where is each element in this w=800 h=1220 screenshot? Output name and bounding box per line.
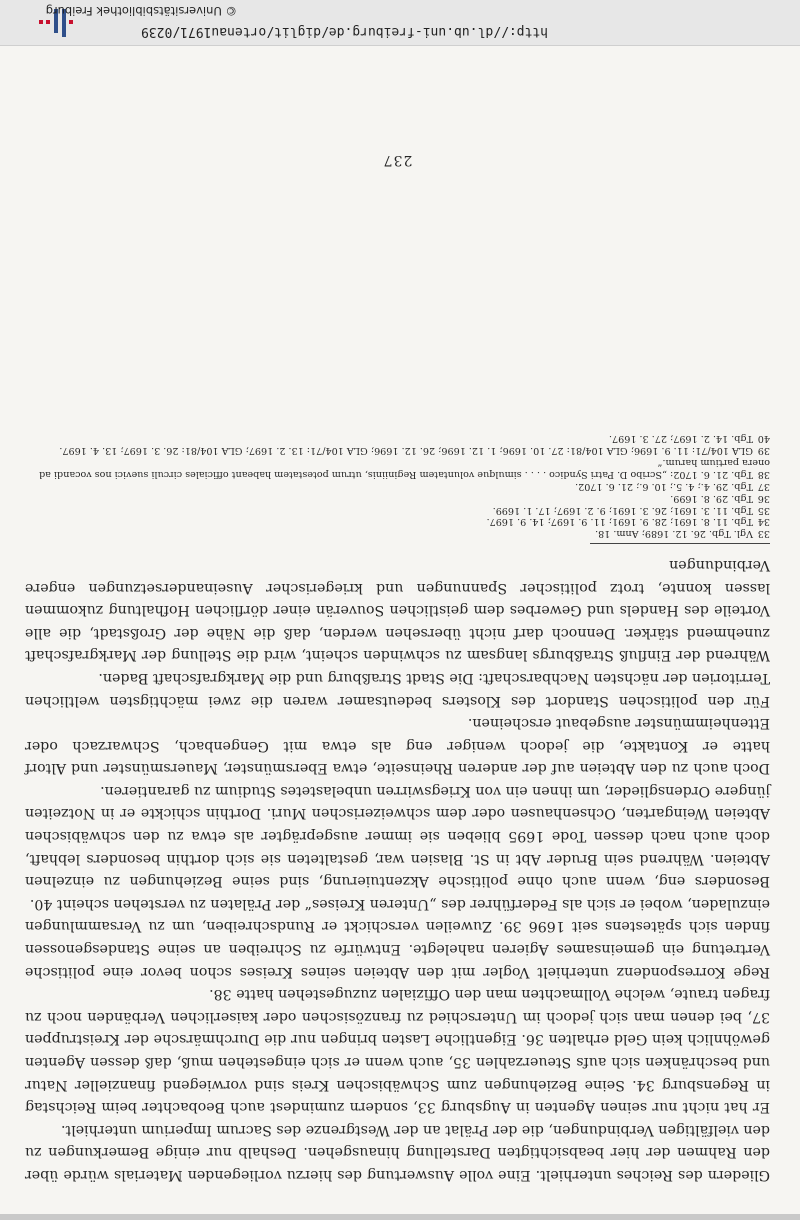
footnote-text: Tgb. 14. 2. 1697; 27. 3. 1697. [608,433,753,445]
paragraph: Besonders eng, wenn auch ohne politische Akzentuierung, sind seine Beziehungen zu einzelnen Abteien. Während sein Bruder Abt in St. Blasien war, gestalteten sie sich dorthin besonders lebhaft, doch auch nach dessen Tode 1695 blieben sie immer ausgeprägter als etwa zu den schwäbischen Abteien Weingarten, Ochsenhausen oder dem schweizerischen Muri. Dorthin schickte er in Notzeiten jüngere Ordensglieder, um ihnen ein von Kriegswirren unbelastetes Studium zu garantieren. [25,782,770,890]
paragraph: Er hat nicht nur seinen Agenten in Augsburg 33, sondern zumindest auch Beobachter beim Reichstag in Regensburg 34. Seine Beziehungen zum Schwäbischen Kreis sind vorwiegend finanzieller Natur und beschränken sich aufs Steuerzahlen 35, auch wenn er sich eingestehen muß, daß dessen Agenten gewöhnlich kein Geld erhalten 36. Eigentliche Lasten bringen nur die Durchmärsche der Kreistruppen 37, bei denen man sich jedoch im Unterschied zu französischen oder kaiserlichen Verbänden noch zu fragen traute, welche Vollmachten man den Offizialen zuzugestehen hatte 38. [25,986,770,1116]
source-url[interactable]: http://dl.ub.uni-freiburg.de/diglit/ortenau1971/0239 [141,24,548,39]
footnote-text: Tgb. 21. 6. 1702: „Scribo D. Patri Syndico . . . . simulque voluntatem Reginiinis, utrum potestatem habeant officiales circuli suevici nos vocandi ad onera partium harum.“ [39,456,770,480]
footnote-text: Vgl. Tgb. 26. 12. 1689; Anm. 18. [595,528,753,540]
footnote-number: 38 [757,468,770,480]
paragraph: Rege Korrespondenz unterhielt Vogler mit den Abteien seines Kreises schon bevor eine politische Vertretung ein gemeinsames Agieren nahelegte. Entwürfe zu Schreiben an seine Standesgenossen finden sich spätestens seit 1696 39. Zuweilen verschickt er Rundschreiben, um zu Versammlungen einzuladen, wobei er sich als Federführer des „Unteren Kreises“ der Prälaten zu verstehen scheint 40. [25,895,770,980]
paragraph: Für den politischen Standort des Klosters bedeutsamer waren die zwei mächtigsten weltlichen Territorien der nächsten Nachbarschaft: Die Stadt Straßburg und die Markgrafschaft Baden. [25,669,770,709]
scan-edge [0,1214,800,1220]
document-page [0,46,800,1214]
footnote-number: 35 [757,504,770,516]
footnote-number: 36 [757,492,770,504]
footnote [25,444,770,456]
footnote-number: 40 [757,433,770,445]
footnote-text: Tgb. 11. 3. 1691; 26. 3. 1691; 9. 2. 1697; 17. 1. 1699. [492,504,753,516]
footnote-number: 34 [757,516,770,528]
copyright-notice: © Universitätsbibliothek Freiburg [45,4,237,18]
footnote [25,516,770,528]
digitization-footer [0,0,800,46]
footnote-number: 39 [757,445,770,457]
footnote [25,527,770,539]
footnote [25,456,770,480]
footnote-text: Tgb. 29. 4.; 4. 5.; 10. 6.; 21. 6. 1702. [575,480,753,492]
paragraph: Doch auch zu den Abteien auf der anderen Rheinseite, etwa Ebersmünster, Mauersmünster und Altorf hatte er Kontakte, die jedoch weniger eng als etwa mit Gengenbach, Schwarzach oder Ettenheimmünster ausgebaut erscheinen. [25,715,770,777]
page-number: 237 [382,152,413,168]
footnote [25,504,770,516]
footnote-text: Tgb. 11. 8. 1691; 28. 9. 1691; 11. 9. 1697; 14. 9. 1697. [486,516,753,528]
footnote-number: 37 [757,480,770,492]
page-content [25,152,770,1186]
footnote-divider [590,543,770,544]
paragraph: Während der Einfluß Straßburgs langsam zu schwinden scheint, wird die Stellung der Markgrafschaft zunehmend stärker. Dennoch darf nicht übersehen werden, daß die Nähe der Großstadt, die alle Vorteile des Handels und Gewerbes dem geistlichen Souverän einer dörflichen Hofhaltung zukommen lassen konnte, trotz politischer Spannungen und kriegerischer Auseinandersetzungen engere Verbindungen [25,556,770,664]
footnote [25,492,770,504]
footnote [25,432,770,444]
footnote [25,480,770,492]
footnote-text: Tgb. 29. 8. 1699. [670,492,753,504]
footnote-number: 33 [757,528,770,540]
paragraph: Gliedern des Reiches unterhielt. Eine volle Auswertung des hierzu vorliegenden Materials würde über den Rahmen der hier beabsichtigten Darstellung hinausgehen. Deshalb nur einige Bemerkungen zu den vielfältigen Verbindungen, die der Prälat an der Westgrenze des Sacrum Imperium unterhielt. [25,1121,770,1183]
footnote-text: GLA 104/71: 11. 9. 1696; GLA 104/81: 27. 10. 1696; 1. 12. 1696; 26. 12. 1696; GLA 104/71: 13. 2. 1697; GLA 104/81: 26. 3. 1697; 13. 4. 1697. [59,445,753,457]
